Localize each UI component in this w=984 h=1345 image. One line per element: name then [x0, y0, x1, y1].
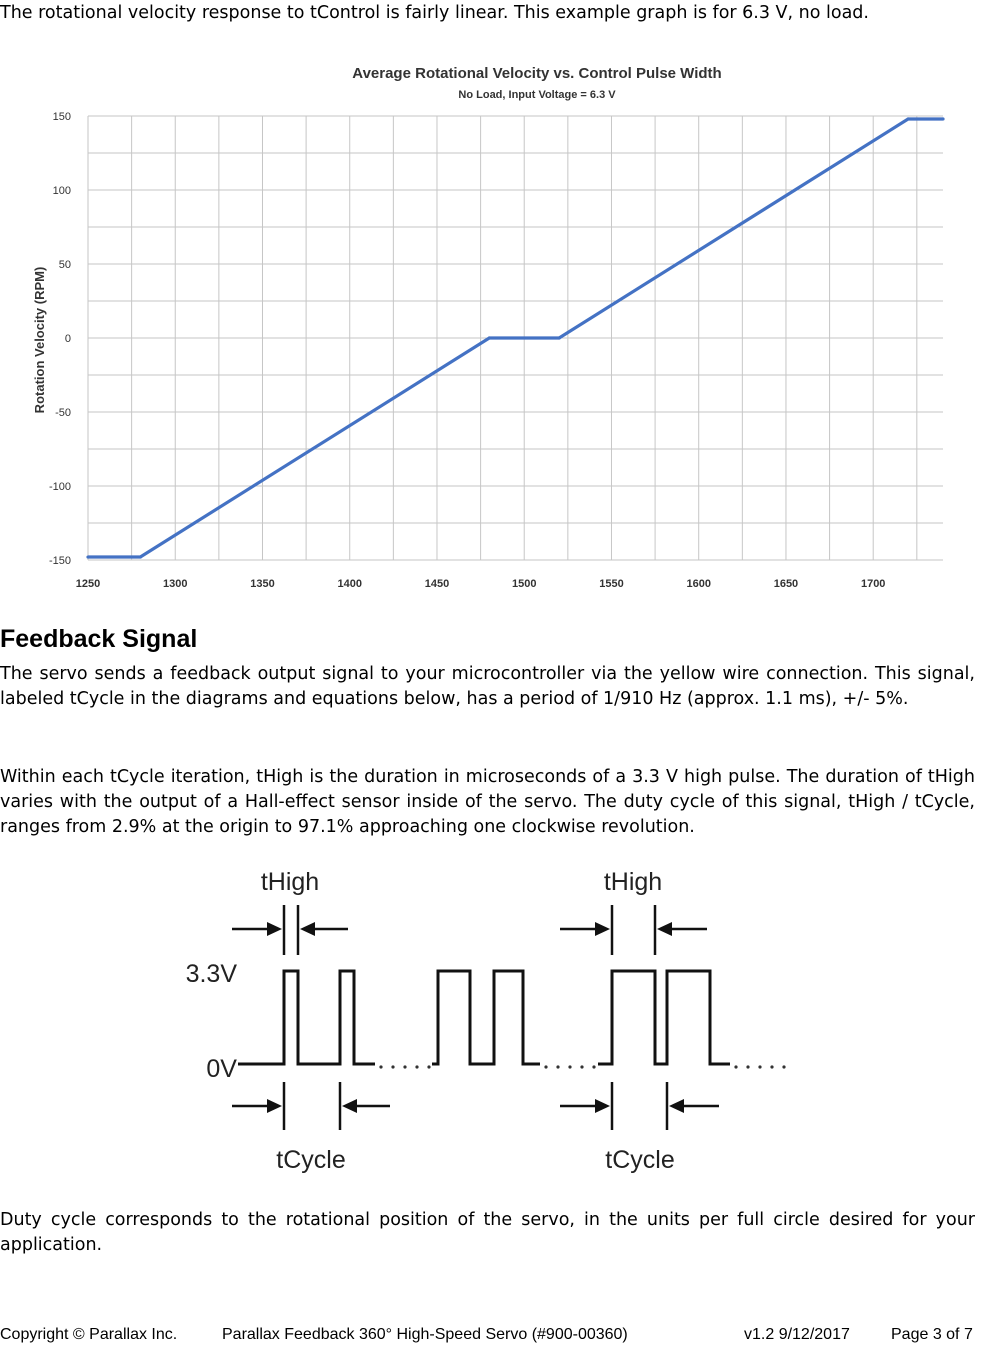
intro-text: The rotational velocity response to tControl is fairly linear. This example graph is for 6.3 V, no load.: [0, 3, 869, 23]
x-tick-label: 1250: [75, 578, 101, 590]
pulse-train-2: [432, 971, 540, 1064]
data-point: [558, 336, 561, 339]
data-point: [86, 555, 89, 558]
y-tick-label: -150: [48, 555, 71, 567]
data-point: [139, 555, 142, 558]
y-tick-label: 0: [64, 333, 71, 345]
x-tick-label: 1600: [686, 578, 711, 590]
feedback-paragraph-2: Within each tCycle iteration, tHigh is the duration in microseconds of a 3.3 V high pulse. The duration of tHigh varies with the output of a Hall-effect sensor inside of the servo. The duty cycle of this signal, tHigh / tCycle, ranges from 2.9% at the origin to 97.1% approaching one clockwise revolution.: [0, 767, 975, 837]
footer-page: Page 3 of 7: [891, 1326, 973, 1343]
tcycle-label-right: tCycle: [605, 1146, 675, 1174]
thigh-label-right: tHigh: [603, 868, 663, 896]
x-tick-label: 1550: [599, 578, 624, 590]
continuation-dots: [379, 1065, 785, 1068]
data-point: [488, 336, 491, 339]
footer-title: Parallax Feedback 360° High-Speed Servo (#900-00360): [222, 1326, 628, 1343]
chart-subtitle: No Load, Input Voltage = 6.3 V: [458, 89, 616, 101]
timing-arrows: [232, 922, 719, 1113]
x-tick-label: 1500: [511, 578, 537, 590]
data-point: [941, 117, 944, 120]
thigh-label-left: tHigh: [260, 868, 320, 896]
x-tick-label: 1450: [424, 578, 450, 590]
x-tick-label: 1350: [250, 578, 275, 590]
y-tick-label: 50: [58, 259, 71, 271]
chart-ylabel: Rotation Velocity (RPM): [32, 266, 47, 414]
duty-cycle-text: Duty cycle corresponds to the rotational position of the servo, in the units per full circle desired for your application.: [0, 1210, 975, 1255]
y-tick-label: -50: [55, 407, 71, 419]
pulse-train-3: [598, 971, 730, 1064]
x-tick-label: 1400: [337, 578, 362, 590]
x-tick-label: 1700: [860, 578, 886, 590]
chart-title: Average Rotational Velocity vs. Control Pulse Width: [352, 65, 722, 82]
y-tick-label: 100: [52, 185, 71, 197]
footer-copyright: Copyright © Parallax Inc.: [0, 1326, 178, 1343]
x-tick-label: 1650: [773, 578, 799, 590]
feedback-paragraph-1: The servo sends a feedback output signal to your microcontroller via the yellow wire connection. This signal, labeled tCycle in the diagrams and equations below, has a period of 1/910 Hz (approx. 1.1 ms), +/- 5%.: [0, 664, 975, 709]
tcycle-label-left: tCycle: [276, 1146, 346, 1174]
section-heading: Feedback Signal: [0, 625, 198, 653]
footer-version: v1.2 9/12/2017: [744, 1326, 850, 1343]
y-tick-label: -100: [48, 481, 71, 493]
velocity-chart: [0, 50, 984, 595]
y-tick-label: 150: [52, 111, 71, 123]
data-point: [907, 117, 910, 120]
feedback-timing-diagram: [170, 860, 810, 1180]
waveform: [238, 971, 730, 1064]
x-tick-label: 1300: [163, 578, 188, 590]
pulse-train-1: [238, 971, 375, 1064]
low-voltage-label: 0V: [206, 1055, 237, 1083]
high-voltage-label: 3.3V: [185, 960, 237, 988]
